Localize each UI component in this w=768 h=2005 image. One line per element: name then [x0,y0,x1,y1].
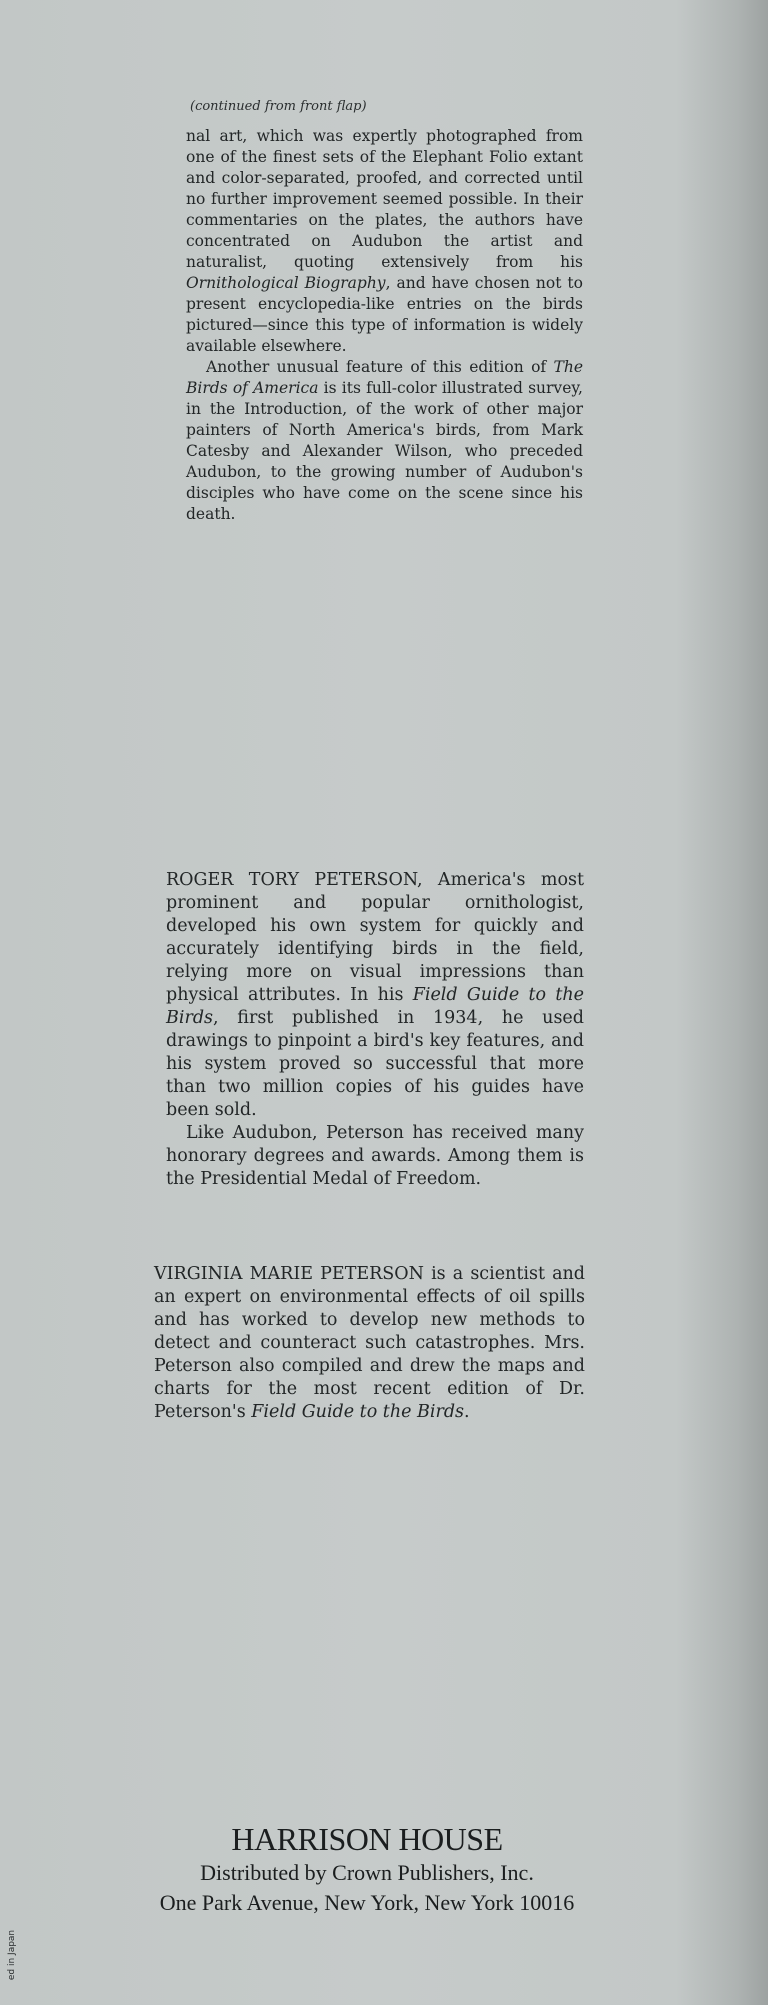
text-run: nal art, which was expertly photographed from one of the finest sets of the Elephant Folio extant and color-separated, proofed, and corrected until no further improvement seemed possible. In their commentaries on the plates, the authors have concentrated on Audubon the artist and naturalist, quoting extensively from his [186,127,583,271]
italic-title: Field Guide to the Birds [166,985,585,1028]
distributor-line: Distributed by Crown Publishers, Inc. [200,1860,534,1885]
publisher-name: HARRISON HOUSE [231,1821,503,1857]
paragraph [166,1122,584,1191]
paragraph [166,869,584,1122]
paragraph [186,357,583,525]
paragraph [186,126,583,357]
printed-in-note: ed in Japan [7,1929,17,1981]
text-run: , and have chosen not to present encyclopedia-like entries on the birds pictured—since this type of information is widely available elsewhere. [186,274,583,355]
roger-tory-peterson-bio [166,869,584,1191]
continued-from-front-flap-note: (continued from front flap) [190,99,367,114]
text-run: ROGER TORY PETERSON, America's most prominent and popular ornithologist, developed his own system for quickly and accurately identifying birds in the field, relying more on visual impressions than physical attributes. In his [166,870,584,1005]
text-run: is its full-color illustrated survey, in the Introduction, of the work of other major painters of North America's birds, from Mark Catesby and Alexander Wilson, who preceded Audubon, to the growing number of Audubon's disciples who have come on the scene since his death. [186,379,583,523]
text-run: . [464,1402,470,1422]
publisher-imprint [0,1820,768,1918]
text-run: VIRGINIA MARIE PETERSON is a scientist and an expert on environmental effects of oil spills and has worked to develop new methods to detect and counteract such catastrophes. Mrs. Peterson also compiled and drew the maps and charts for the most recent edition of Dr. Peterson's [154,1264,585,1422]
italic-title: Field Guide to the Birds [251,1402,465,1422]
paragraph [154,1263,585,1424]
text-run: Another unusual feature of this edition of [206,358,554,376]
text-run: , first published in 1934, he used drawings to pinpoint a bird's key features, and his system proved so successful that more than two million copies of his guides have been sold. [166,1008,584,1120]
text-run: Like Audubon, Peterson has received many honorary degrees and awards. Among them is the Presidential Medal of Freedom. [166,1123,584,1189]
italic-title: The Birds of America [186,358,583,397]
virginia-marie-peterson-bio [154,1263,585,1424]
continued-flap-text [186,126,583,525]
italic-title: Ornithological Biography [186,274,386,292]
publisher-address: One Park Avenue, New York, New York 10016 [159,1890,575,1915]
